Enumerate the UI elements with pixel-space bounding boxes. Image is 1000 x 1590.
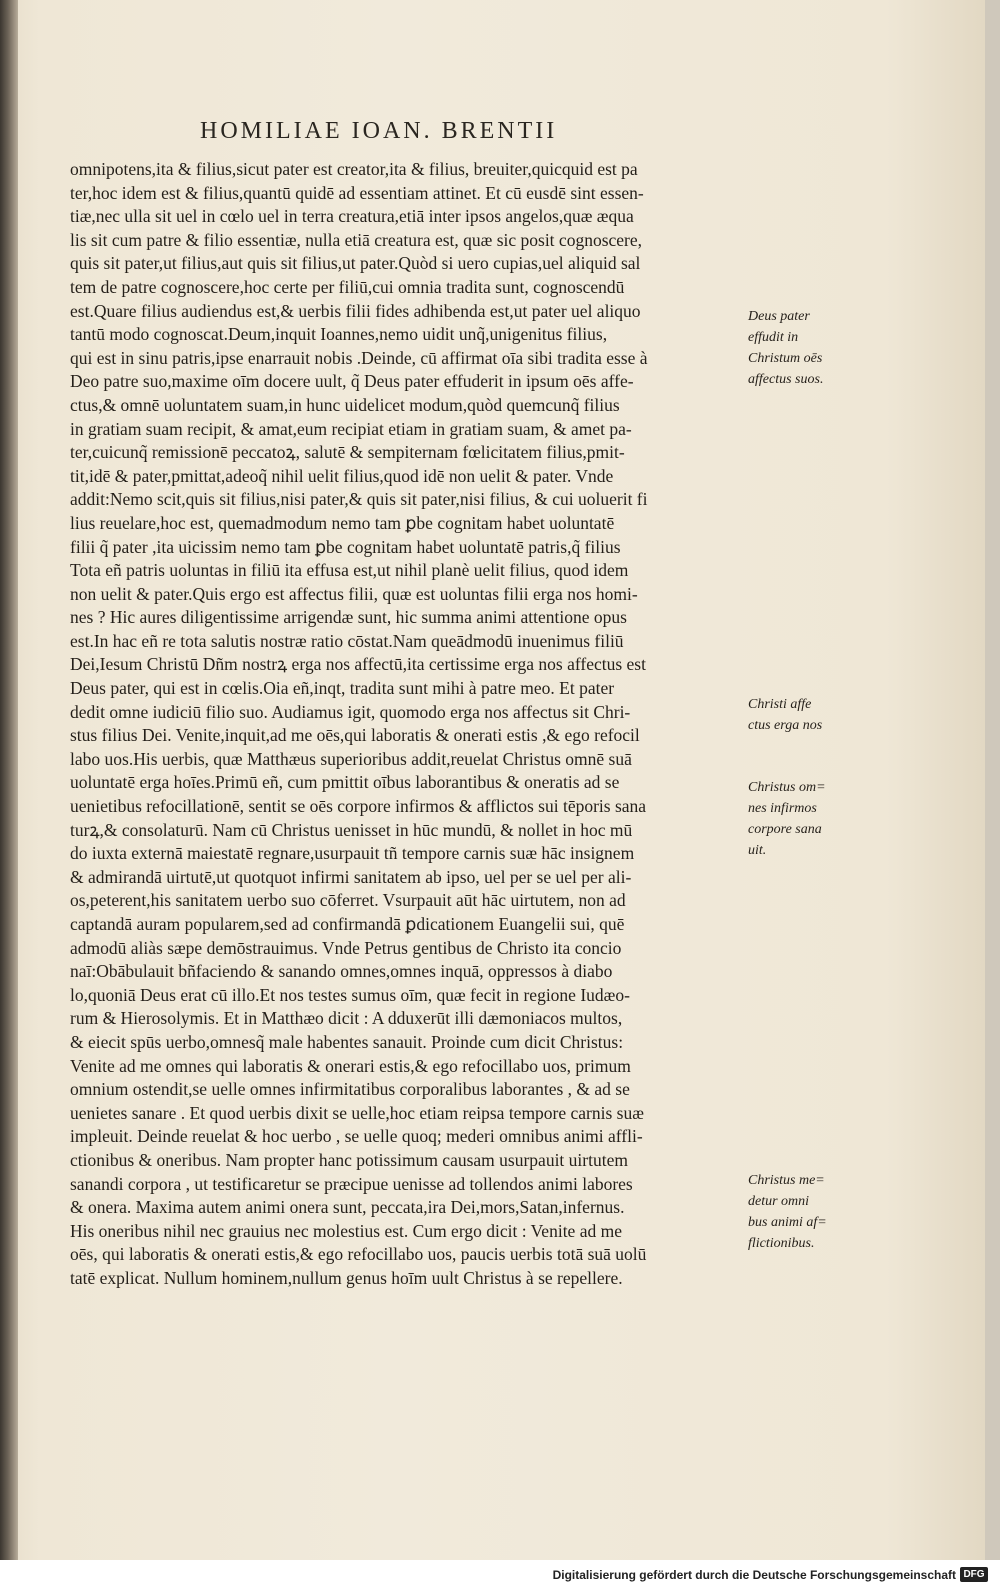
text-line: & onera. Maxima autem animi onera sunt, peccata,ira Dei,mors,Satan,infernus. [70,1197,625,1218]
text-line: sanandi corpora , ut testificaretur se præcipue uenisse ad tollendos animi labores [70,1173,633,1194]
text-line: admodū aliàs sæpe demōstrauimus. Vnde Petrus gentibus de Christo ita concio [70,937,622,958]
text-line: His oneribus nihil nec grauius nec molestius est. Cum ergo dicit : Venite ad me [70,1220,622,1241]
text-line: tit,idē & pater,pmittat,adeoq̃ nihil uelit filius,quod idē non uelit & pater. Vnde [70,465,614,486]
text-line: captandā auram popularem,sed ad confirmandā ꝑdicationem Euangelii sui, quē [70,914,625,934]
text-line: ctionibus & oneribus. Nam propter hanc potissimum causam usurpauit uirtutem [70,1149,628,1170]
text-line: qui est in sinu patris,ipse enarrauit nobis .Deinde, cū affirmat oīa sibi tradita esse à [70,347,648,368]
text-line: turꝝ,& consolaturū. Nam cū Christus uenisset in hūc mundū, & nollet in hoc mū [70,819,633,840]
text-line: impleuit. Deinde reuelat & hoc uerbo , se uelle quoq; mederi omnibus animi affli- [70,1126,643,1147]
text-line: oēs, qui laboratis & onerati estis,& ego refocillabo uos, paucis uerbis totā suā uolū [70,1244,647,1265]
text-line: naī:Obābulauit bñfaciendo & sanando omnes,omnes inquā, oppressos à diabo [70,961,613,982]
margin-note-line: effudit in [748,330,799,345]
text-line: lis sit cum patre & filio essentiæ, nulla etiā creatura est, quæ sic posit cognoscere, [70,229,643,250]
running-header: HOMILIAE IOAN. BRENTII [200,118,558,144]
text-line: omnium ostendit,se uelle omnes infirmitatibus corporalibus laborantes , & ad se [70,1079,630,1100]
text-line: tatē explicat. Nullum hominem,nullum genus hoīm uult Christus à se repellere. [70,1267,623,1288]
text-line: tem de patre cognoscere,hoc certe per filiū,cui omnia tradita sunt, cognoscendū [70,276,625,297]
margin-note-line: Christi affe [748,697,812,712]
text-line: filii q̃ pater ,ita uicissim nemo tam ꝑbe cognitam habet uoluntatē patris,q̃ filius [70,536,621,557]
margin-note-line: bus animi af= [748,1215,827,1230]
margin-note-line: Deus pater [748,309,810,324]
text-line: Dei,Iesum Christū Dñm nostrꝝ erga nos affectū,ita certissime erga nos affectus est [70,654,646,675]
margin-note-line: Christum oēs [748,351,823,366]
text-line: labo uos.His uerbis, quæ Matthæus superioribus addit,reuelat Christus omnē suā [70,748,632,769]
text-line: lo,quoniā Deus erat cū illo.Et nos testes sumus oīm, quæ fecit in regione Iudæo- [70,984,630,1005]
text-line: uoluntatē erga hoīes.Primū eñ, cum pmittit oībus laborantibus & oneratis ad se [70,772,620,793]
book-spine [0,0,18,1560]
text-line: ctus,& omnē uoluntatem suam,in hunc uidelicet modum,quòd quemcunq̃ filius [70,394,620,415]
text-line: rum & Hierosolymis. Et in Matthæo dicit : A dduxerūt illi dæmoniacos multos, [70,1008,623,1029]
text-line: est.In hac eñ re tota salutis nostræ ratio cōstat.Nam queādmodū inuenimus filiū [70,630,624,651]
margin-note [748,306,838,390]
text-line: Deus pater, qui est in cœlis.Oia eñ,inqt, tradita sunt mihi à patre meo. Et pater [70,678,615,699]
text-line: Tota eñ patris uoluntas in filiū ita effusa est,ut nihil planè uelit filius, quod idem [70,560,629,581]
margin-note-line: flictionibus. [748,1236,815,1251]
text-line: os,peterent,his sanitatem uerbo suo cōferret. Vsurpauit aūt hāc uirtutem, non ad [70,890,626,911]
text-line: non uelit & pater.Quis ergo est affectus filii, quæ est uoluntas filii erga nos homi- [70,583,638,604]
margin-note [748,777,838,861]
text-line: nes ? Hic aures diligentissime arrigendæ sunt, hic summa animi attentione opus [70,607,627,628]
margin-note-line: nes infirmos [748,801,817,816]
margin-note-line: Christus om= [748,780,826,795]
text-line: dedit omne iudiciū filio suo. Audiamus igit, quomodo erga nos affectus sit Chri- [70,701,631,722]
text-line: lius reuelare,hoc est, quemadmodum nemo tam ꝑbe cognitam habet uoluntatē [70,512,615,533]
margin-note-line: ctus erga nos [748,718,823,733]
margin-note-line: uit. [748,843,767,858]
text-line: Venite ad me omnes qui laboratis & onerari estis,& ego refocillabo uos, primum [70,1055,631,1076]
text-line: stus filius Dei. Venite,inquit,ad me oēs,qui laboratis & onerati estis ,& ego refocil [70,725,640,746]
margin-note-line: Christus me= [748,1173,825,1188]
text-line: ter,hoc idem est & filius,quantū quidē ad essentiam attinet. Et cū eusdē sint essen- [70,182,644,203]
margin-note-line: detur omni [748,1194,810,1209]
margin-note-line: corpore sana [748,822,822,837]
text-line: addit:Nemo scit,quis sit filius,nisi pater,& quis sit pater,nisi filius, & cui uoluerit fi [70,489,648,510]
text-line: uenietibus refocillationē, sentit se oēs corpore infirmos & afflictos sui tēporis sana [70,796,647,817]
funding-credit: Digitalisierung gefördert durch die Deutsche Forschungsgemeinschaft [552,1568,956,1582]
text-line: in gratiam suam recipit, & amat,eum recipiat etiam in gratiam suam, & amet pa- [70,418,632,439]
margin-note [748,694,838,736]
text-line: tantū modo cognoscat.Deum,inquit Ioannes,nemo uidit unq̃,unigenitus filius, [70,324,608,345]
text-line: uenietes sanare . Et quod uerbis dixit se uelle,hoc etiam reipsa tempore carnis suæ [70,1102,644,1123]
footer-bar [0,1560,1000,1590]
text-line: tiæ,nec ulla sit uel in cœlo uel in terra creatura,etiā inter ipsos angelos,quæ æqua [70,206,634,227]
dfg-logo: DFG [960,1567,988,1582]
text-line: omnipotens,ita & filius,sicut pater est creator,ita & filius, breuiter,quicquid est pa [70,159,638,179]
text-line: & admirandā uirtutē,ut quotquot infirmi sanitatem ab ipso, uel per se uel per ali- [70,866,632,887]
text-line: est.Quare filius audiendus est,& uerbis filii fides adhibenda est,ut pater uel aliquo [70,300,641,321]
margin-note [748,1170,838,1254]
margin-note-line: affectus suos. [748,372,824,387]
text-line: ter,cuicunq̃ remissionē peccatoꝝ, salutē & sempiternam fœlicitatem filius,pmit- [70,442,625,463]
text-line: quis sit pater,ut filius,aut quis sit filius,ut pater.Quòd si uero cupias,uel aliquid sal [70,253,641,274]
text-line: Deo patre suo,maxime oīm docere uult, q̃ Deus pater effuderit in ipsum oēs affe- [70,371,634,392]
main-text-block [70,158,740,1291]
text-line: do iuxta externā maiestatē regnare,usurpauit tñ tempore carnis suæ hāc insignem [70,843,635,864]
text-line: & eiecit spūs uerbo,omnesq̃ male habentes sanauit. Proinde cum dicit Christus: [70,1031,624,1052]
